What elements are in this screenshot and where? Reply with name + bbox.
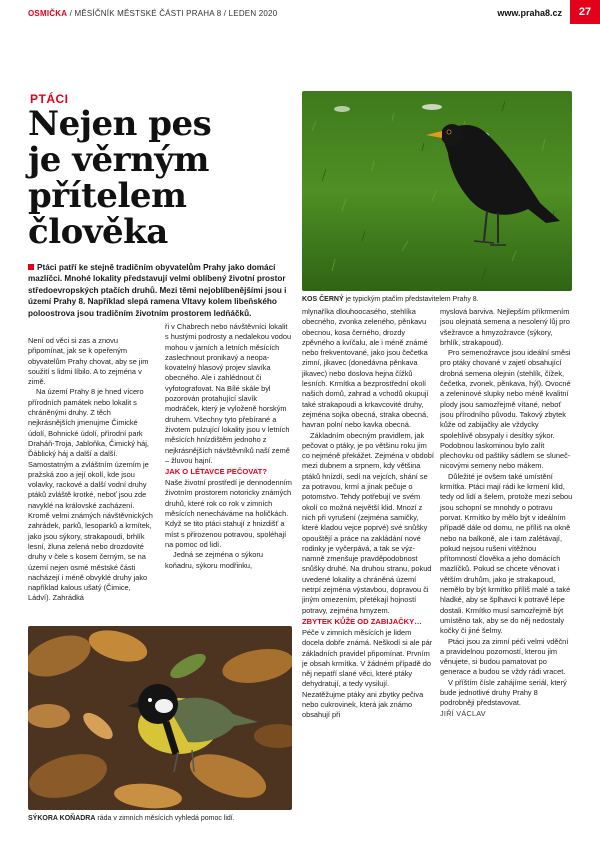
article-headline: [28, 106, 298, 250]
photo2-caption-bold: SÝKORA KOŇADRA: [28, 815, 96, 822]
blackbird-photo: [302, 91, 572, 291]
page-number: 27: [570, 0, 600, 24]
headline-line: člověka: [28, 212, 168, 252]
magazine-subtitle: / MĚSÍČNÍK MĚSTSKÉ ČÁSTI PRAHA 8 / LEDEN 2020: [67, 9, 278, 18]
subheading: ZBYTEK KŮŽE OD ZABIJAČKY…: [302, 616, 422, 626]
paragraph: V příštím čísle zahájíme seriál, který bude jednotlivé druhy Prahy 8 podrobněji představovat.: [440, 677, 567, 708]
paragraph: Péče v zimních měsících je lidem docela dobře známá. Neškodí si ale pár základních pravidel připomínat. Prvním je obsah krmítka. V žádném případě do něj nepatří slané věci, které ptáky dehydratují, a tedy vysilují. Nezatěžujme ptáky ani zbytky pečiva nebo cukrovinek, která jak známo obsahují při: [302, 627, 433, 720]
great-tit-photo: [28, 626, 292, 810]
square-bullet-icon: [28, 264, 34, 270]
article-lead: [28, 262, 296, 319]
website-link[interactable]: www.praha8.cz: [497, 8, 562, 18]
photo2-caption: [28, 814, 294, 823]
photo1-caption: [302, 295, 572, 304]
paragraph: Základním obecným pravidlem, jak pečovat o ptáky, je po většinu roku jim co nejméně překážet. Zejména v období mezi dubnem a srpnem, kdy většina ptáků hnízdí, sedí na vejcích, shání se za potravou, krmí a jinak pečuje o potomstvo. Tehdy potřebují ve svém okolí co možná největší klid. Mnozí z nich při vyrušení (zejména samičky, které kladou vejce poprvé) své snůšky opouštějí a práce na zakládání nové rodinky je vyčerpává, a tak se významně zmenšuje pravděpodobnost snůšky druhé. Na druhou stranu, pokud uvedené lokality a chráněná území netrpí zejména výstavbou, dopravou či jiným omezením, přetékají hojností potravy, zejména hmyzem.: [302, 430, 434, 615]
section-kicker: PTÁCI: [30, 92, 69, 106]
paragraph: Ptáci jsou za zimní péči velmi vděční a pravidelnou pozorností, kterou jim věnujete, si budou pamatovat po generace a budou se vždy rádi vracet.: [440, 636, 569, 677]
paragraph: Není od věci si zas a znovu připomínat, jak se k opeřeným obyvatelům Prahy chovat, aby se jim soužití s lidmi líbilo. A to zejména v zimě.: [28, 336, 149, 387]
paragraph: Na území Prahy 8 je hned vícero přírodních památek nebo lokalit s chráněnými druhy. Z těch nejkrásnějších jmenujme Čimické údolí, Bohnické údolí, přírodní park Draháň-Troja, Jabloňka, Čimický háj, Ďáblický háj a další a další. Samostatným a zvláštním územím je pražská zoo a její okolí, kde jsou volavky, rackové a další vodní druhy ptáků zvláště krotké, neboť jsou zde navyklé na královské zacházení. Kromě velmi známých návštěvnických zahrádek, parků, lesoparků a krmítek, jako jsou sýkory, strakapoudi, brhlík lesní, žluna zelená nebo drozdovité druhy v čele s kosem černým, se na území nejen osmé městské části nacházejí i méně obvyklé druhy jako například kalous ušatý (Čimice, Ládví). Zahrádká: [28, 387, 153, 603]
page-header: [0, 0, 600, 26]
paragraph: Pro semenožravce jsou ideální směsi pro ptáky chované v zajetí obsahující drobná semena olejnin (stehlík, čížek, čečetka, zvonek, pěnkava, hýl). Ovocné a zeleninové slupky nebo méně kvalitní plody jsou samozřejmě vítané, neboť jsou přírodního původu. Takový zbytek kůže od zabijačky ale vždycky spolehlivě obsypaly i desítky sýkor. Podobnou laskominou bylo zalít plechovku od paštiky sádlem se slunečnicovými semeny nebo mákem.: [440, 348, 571, 471]
paragraph: mlynaříka dlouhoocasého, stehlíka obecného, zvonka zeleného, pěnkavu obecnou, kosa černého, drozdy zpěvného a kvíčalu, ale i méně známé nebo frekventované, jako jsou čečetka zimní, jikavec (donedávna pěnkava jikavec) nebo doslova hejna čížků lesních. Krmítka a bezprostřední okolí našich domů, zahrad a vchodů okupují také strakapoudi a krkavcovité druhy, zejména sojka obecná, straka obecná, havran polní nebo kavka obecná.: [302, 307, 429, 430]
lead-text: Ptáci patří ke stejně tradičním obyvatelům Prahy jako domácí mazlíčci. Mnohé lokality představují velmi oblíbený životní prostor středoevropských ptačích druhů. Mezi těmi nejoblíbenějšími jsou i území Prahy 8. Například slepá ramena Vltavy kolem libeňského poloostrova jsou tradičním životním prostorem ledňáčků.: [28, 263, 287, 318]
paragraph: Důležité je ovšem také umístění krmítka. Ptáci mají rádi ke krmení klid, tedy od lidí a šelem, protože mezi sebou jsou schopní se mnohdy o potravu porvat. Krmítko by mělo být v ideálním případě dále od domu, ne příliš na okně nebo na balkoně, ale i tam zalétávají, pokud nejsou rušeni vítěžnou přítomností člověka a jeho domácích mazlíčků. Pokud se chcete věnovat i větším druhům, jako je strakapoud, nemělo by být krmítko příliš malé a také hladké, aby se šplhavci k potravě lépe dostali. Krmítko musí samozřejmě být umístěno tak, aby se do něj nedostaly kočky či jiné šelmy.: [440, 471, 573, 636]
text-column-3: [302, 307, 434, 721]
text-column-4: [440, 307, 573, 719]
text-column-1: [28, 336, 154, 604]
magazine-info: [28, 9, 277, 18]
paragraph: Naše životní prostředí je dennodenním životním prostorem notoricky známých druhů, které rok co rok v zimních měsících nenecháváme na holičkách. Když se tito ptáci stahují z hnizdišť a míst s přirozenou potravou, spoléhají na pomoc od lidí.: [165, 478, 292, 549]
photo1-caption-bold: KOS ČERNÝ: [302, 296, 344, 303]
magazine-brand: OSMIČKA: [28, 9, 68, 18]
photo2-caption-text: ráda v zimních měsících vyhledá pomoc lidí.: [95, 815, 235, 822]
paragraph: ři v Chabrech nebo návštěvníci lokalit s hustými podrosty a nedalekou vodou mohou v jarních a letních měsících zaslechnout pronikavý a neopakovatelný hlasový projev slavíka obecného. Ale i zahlédnout či vyfotografovat. Na Bílé skále byl pozorován protahující slavík modráček, který je vyloženě horským druhem. Všechny tyto přebírané a životem pulzující lokality jsou v letních měsících hnízdištěm jednoho z nejkrásnějších návštěvníků naší země – žluvou hajní.: [165, 322, 292, 465]
headline-line: je věrným: [28, 140, 210, 180]
photo1-caption-text: je typickým ptačím představitelem Prahy 8.: [343, 296, 479, 303]
author-name: JIŘÍ VÁCLAV: [440, 708, 486, 718]
subheading: JAK O LÉTAVCE PEČOVAT?: [165, 467, 267, 477]
great-tit-illustration: [28, 626, 292, 810]
headline-line: Nejen pes: [28, 104, 212, 144]
paragraph: myslová barviva. Nejlepším příkrmením jsou olejnatá semena a nesolený lůj pro všežravce a hmyzožravce (sýkory, brhlík, strakapoud).: [440, 307, 570, 347]
text-column-2: [165, 322, 293, 571]
headline-line: přítelem: [28, 176, 187, 216]
paragraph: Jedná se zejména o sýkoru koňadru, sýkoru modřinku,: [165, 550, 263, 570]
blackbird-illustration: [302, 91, 572, 291]
